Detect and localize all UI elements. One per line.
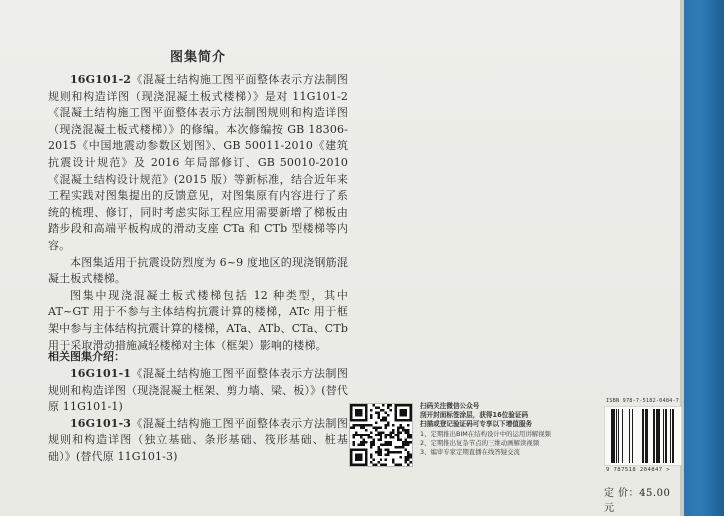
blue-spine	[684, 0, 724, 516]
section-title: 图集简介	[169, 50, 226, 65]
related-item-code: 16G101-1	[70, 367, 132, 380]
qr-line-1: 扫码关注微信公众号	[420, 402, 480, 410]
related-list	[48, 366, 348, 466]
intro-paragraph-2: 本图集适用于抗震设防烈度为 6~9 度地区的现浇钢筋混凝土板式楼梯。	[48, 255, 348, 286]
qr-code	[349, 403, 413, 467]
qr-line-3: 扫描或登记验证码可专享以下增值服务	[420, 420, 533, 429]
related-item-text: 《混凝土结构施工图平面整体表示方法制图规则和构造详图（现浇混凝土框架、剪力墙、梁、板）》(替代原 11G101-1)	[48, 367, 348, 414]
qr-service-item: 1、定期推出BIM在结构设计中的运用讲解视频	[420, 429, 551, 438]
barcode-digits: 9 787518 204847 >	[606, 467, 671, 473]
atlas-code: 16G101-2	[70, 73, 132, 86]
intro-paragraph-3: 图集中现浇混凝土板式楼梯包括 12 种类型，其中 AT~GT 用于不参与主体结构抗震计算的楼梯，ATc 用于框架中参与主体结构抗震计算的楼梯，ATa、ATb、CTa、CTb 用于采取滑动措施减轻楼梯对主体（框架）影响的楼梯。	[48, 288, 349, 352]
isbn-barcode	[604, 406, 682, 466]
isbn-label: ISBN 978-7-5182-0484-7	[606, 398, 680, 404]
related-atlas-heading: 相关图集介绍：	[48, 350, 125, 363]
intro-paragraph-1-text: 《混凝土结构施工图平面整体表示方法制图规则和构造详图（现浇混凝土板式楼梯）》是对 11G101-2《混凝土结构施工图平面整体表示方法制图规则和构造详图（现浇混凝土板式楼梯）》的修编。本次修编按 GB 18306-2015《中国地震动参数区划图》、GB 50011-2010《建筑抗震设计规范》及 2016 年局部修订、GB 50010-2010《混凝土结构设计规范》(2015 版）等新标准，结合近年来工程实践对图集提出的反馈意见，对图集原有内容进行了系统的梳理、修订，同时考虑实际工程应用需要新增了梯板由踏步段和高端平板构成的滑动支座 CTa 和 CTb 型楼梯等内容。	[48, 73, 348, 252]
price-label: 定 价：45.00 元	[604, 488, 671, 514]
related-item	[48, 416, 348, 466]
related-item-code: 16G101-3	[70, 416, 132, 430]
related-item-text: 《混凝土结构施工图平面整体表示方法制图规则和构造详图（独立基础、条形基础、筏形基础、桩基础）》(替代原 11G101-3)	[48, 416, 348, 463]
qr-service-info	[420, 402, 620, 457]
intro-paragraph-1	[48, 72, 348, 255]
qr-service-item: 3、编审专家定期直播在线答疑交流	[420, 448, 520, 457]
qr-line-2: 刮开封面标签涂层，获得16位验证码	[420, 411, 529, 420]
qr-service-item: 2、定期推出复杂节点的三维动画解读视频	[420, 438, 540, 447]
related-item	[48, 366, 348, 416]
intro-text	[48, 72, 348, 354]
